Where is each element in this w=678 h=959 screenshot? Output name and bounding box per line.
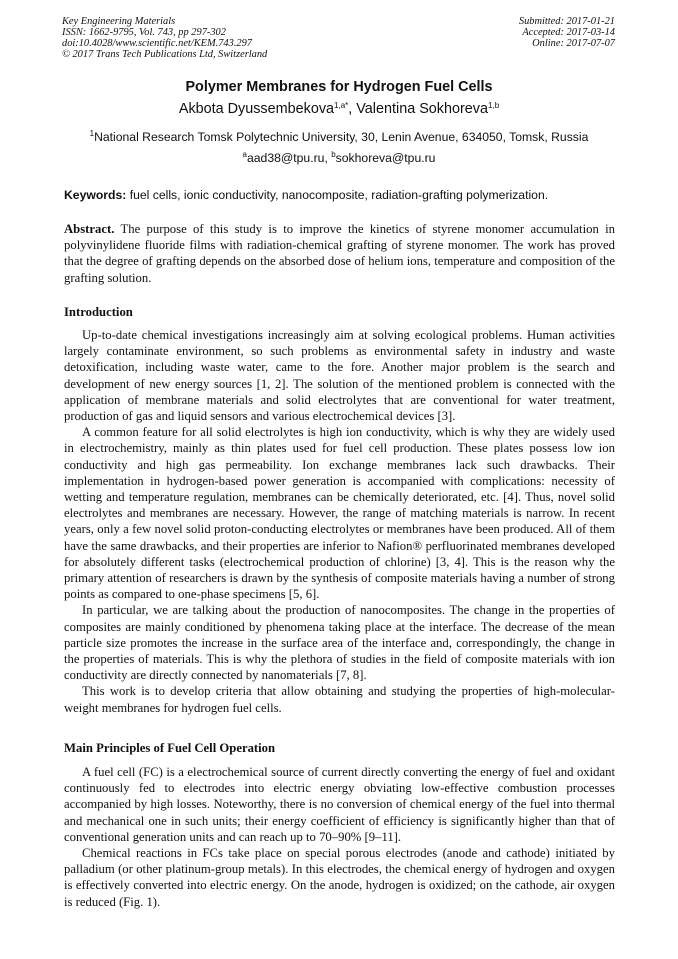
paper-title: Polymer Membranes for Hydrogen Fuel Cells [185,79,493,95]
paragraph: A fuel cell (FC) is a electrochemical source of current directly converting the energy of fuel and oxidant continuously fed to electrodes into electric energy obviating low-effective combustion processes accompanied by high losses. Noteworthy, there is no conversion of chemical energy of the fuel into thermal and mechanical one in such units; their energy coefficient of efficiency is significantly higher than that of conventional generation units and can reach up to 70–90% [9–11]. [64,765,615,844]
submitted-date: Submitted: 2017-01-21 [518,16,615,27]
affiliation [0,130,678,144]
paragraph: In particular, we are talking about the production of nanocomposites. The change in the properties of composites are mainly conditioned by phenomena taking place at the interface. The decrease of the mean particle size promotes the increase in the surface area of the interface and, correspondingly, the change in the properties of materials. This is why the plethora of studies in the field of composite materials with ion conductivity are directly connected by nanomaterials [7, 8]. [64,603,615,683]
paragraph: Up-to-date chemical investigations increasingly aim at solving ecological problems. Human activities largely contaminate environment, so such problems as environmental safety in industry and waste detoxification, including waste water, came to the fore. Another major problem is the search and development of new energy sources [1, 2]. The solution of the mentioned problem is connected with the application of membrane materials and solid electrolytes that are conventional for water treatment, production of gas and liquid sensors and various electrochemical devices [3]. [64,328,615,424]
section-heading: Introduction [64,305,133,319]
journal-name: Key Engineering Materials [62,16,176,27]
abstract-label: Abstract. [64,222,115,236]
accepted-date: Accepted: 2017-03-14 [522,27,615,38]
abstract [64,221,615,286]
author-name: Valentina Sokhoreva [356,101,489,117]
section-heading: Main Principles of Fuel Cell Operation [64,741,276,755]
author-separator: , [348,101,357,117]
keywords-label: Keywords: [64,188,127,202]
email-address: aad38@tpu.ru [247,151,325,165]
email-mark: a [242,150,247,159]
paragraph: This work is to develop criteria that allow obtaining and studying the properties of high-molecular-weight membranes for hydrogen fuel cells. [64,684,615,715]
author-affiliation-mark: 1,b [488,101,500,110]
online-date: Online: 2017-07-07 [532,38,615,49]
author-name: Akbota Dyussembekova [178,101,335,117]
submission-dates [415,16,615,49]
keywords-text: fuel cells, ionic conductivity, nanocomposite, radiation-grafting polymerization. [126,188,549,202]
main-principles-body [64,764,615,910]
copyright-line: © 2017 Trans Tech Publications Ltd, Switzerland [62,49,268,60]
email-mark: b [331,150,336,159]
abstract-text: The purpose of this study is to improve the kinetics of styrene monomer accumulation in polyvinylidene fluoride films with radiation-chemical grafting of styrene monomer. The work has proved that the degree of grafting depends on the absorbed dose of helium ions, temperature and composition of the grafting solution. [64,222,615,285]
author-list [0,101,678,117]
journal-info [62,16,362,60]
affiliation-text: National Research Tomsk Polytechnic University, 30, Lenin Avenue, 634050, Tomsk, Russia [94,130,589,144]
doi-line: doi:10.4028/www.scientific.net/KEM.743.297 [62,38,252,49]
affiliation-mark: 1 [89,129,95,138]
paragraph: A common feature for all solid electrolytes is high ion conductivity, which is why they are widely used in electrochemistry, mainly as thin plates used for fuel cell production. These plates possess low ion conductivity and high gas permeability. Ion exchange membranes lack such drawbacks. Their implementation in hydrogen-based power generation is accompanied with complications: necessity of wetting and temperature regulation, membranes can be chemically deteriorated, etc. [4]. Thus, novel solid electrolytes and membranes are necessary. However, the range of matching materials is narrow. In recent years, only a few novel solid proton-conducting electrolytes or membranes have been produced. All of them have the same drawbacks, and their properties are inferior to Nafion® perfluorinated membranes developed for absolutely different tasks (electrochemical production of chlorine) [3, 4]. This is the reason why the primary attention of researchers is drawn by the synthesis of composite materials having a number of strong points as compared to one-phase specimens [5, 6]. [64,425,615,602]
email-address: sokhoreva@tpu.ru [335,151,436,165]
introduction-body [64,327,615,716]
paragraph: Chemical reactions in FCs take place on special porous electrodes (anode and cathode) initiated by palladium (or other platinum-group metals). In this electrodes, the chemical energy of hydrogen and oxygen is effectively converted into electric energy. On the anode, hydrogen is oxidized; on the cathode, air oxygen is reduced (Fig. 1). [64,846,615,909]
keywords [64,188,616,202]
email-separator: , [324,151,332,165]
author-emails [0,151,678,165]
author-affiliation-mark: 1,a* [334,101,349,110]
issn-line: ISSN: 1662-9795, Vol. 743, pp 297-302 [62,27,226,38]
